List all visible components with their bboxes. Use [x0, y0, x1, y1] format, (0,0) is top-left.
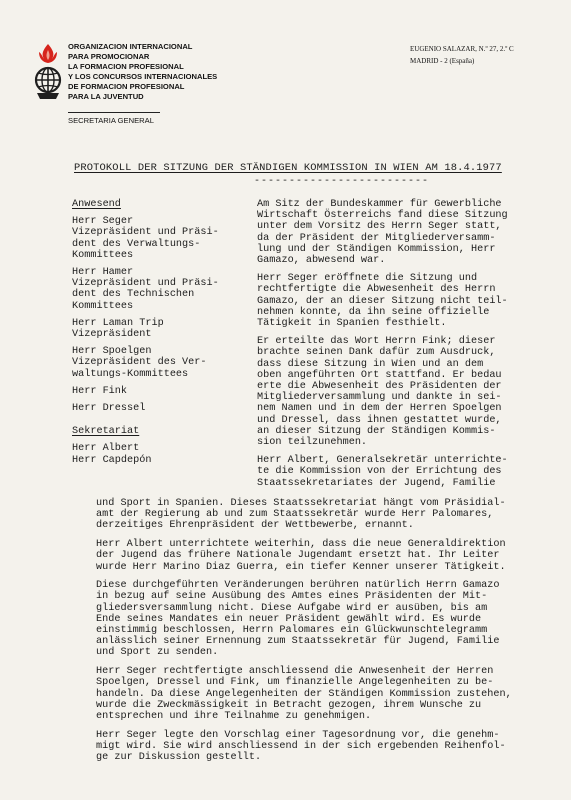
paragraph-line: Diese durchgeführten Veränderungen berühren natürlich Herrn Gamazo: [96, 580, 500, 592]
paragraph-line: Gamazo, abwesend war.: [257, 255, 386, 267]
paragraph-line: amt der Regierung ab und zum Staatssekretär wurde Herr Palomares,: [96, 509, 494, 521]
paragraph-line: sion teilzunehmen.: [257, 437, 368, 449]
paragraph-line: da der Präsident der Mitgliederversamm-: [257, 232, 496, 244]
paragraph-line: wurde Herr Marino Diaz Guerra, ein tiefer Kenner unserer Tätigkeit.: [96, 561, 506, 573]
attendee-entry: [72, 403, 252, 414]
paragraph-line: Herr Albert, Generalsekretär unterrichte-: [257, 455, 508, 467]
paragraph-line: Ende seines Mandates ein neuer Präsident gewählt wird. Es wurde: [96, 613, 482, 625]
attendee-role: Vizepräsident und Präsi-: [72, 278, 219, 290]
paragraph-line: nehmen konnte, da ihn seine offizielle: [257, 306, 490, 318]
paragraph-line: und Sport zu senden.: [96, 647, 219, 659]
paragraph-line: Herr Seger eröffnete die Sitzung und: [257, 273, 478, 285]
attendee-role: Vizepräsident und Präsi-: [72, 227, 219, 239]
letterhead-divider: [68, 112, 160, 113]
attendee-list: [72, 216, 252, 414]
org-line: DE FORMACION PROFESIONAL: [68, 82, 185, 91]
paragraph-line: unter dem Vorsitz des Herrn Seger statt,: [257, 221, 502, 233]
paragraph: [96, 580, 546, 658]
attendee-entry: [72, 216, 252, 261]
paragraph-line: anlässlich seiner Ernennung zum Staatssekretär für Jugend, Familie: [96, 636, 500, 648]
org-line: LA FORMACION PROFESIONAL: [68, 62, 184, 71]
secretariat-member: Herr Capdepón: [72, 454, 152, 466]
paragraph-line: Wirtschaft Österreichs fand diese Sitzung: [257, 210, 508, 222]
globe-with-flame-logo-icon: [34, 42, 62, 102]
document-title: PROTOKOLL DER SITZUNG DER STÄNDIGEN KOMMISSION IN WIEN AM 18.4.1977: [74, 162, 502, 174]
paragraph-line: handeln. Da diese Angelegenheiten der Ständigen Kommission zustehen,: [96, 688, 512, 700]
paragraph-line: lung und der Ständigen Kommission, Herr: [257, 243, 496, 255]
paragraph-line: gliedersversammlung nicht. Diese Aufgabe wird er ausüben, bis am: [96, 602, 488, 614]
attendee-entry: [72, 267, 252, 312]
paragraph-line: erte die Abwesenheit des Präsidenten der: [257, 381, 502, 393]
paragraph: [257, 336, 552, 448]
org-line: Y LOS CONCURSOS INTERNACIONALES: [68, 72, 218, 81]
paragraph-line: wurde die Zweckmässigkeit in Betracht gezogen, ihrem Wunsche zu: [96, 699, 482, 711]
paragraph-line: derzeitiges Ehrenpräsident der Wettbewerbe, ernannt.: [96, 520, 414, 532]
paragraph-line: Staatssekretariates der Jugend, Familie: [257, 477, 496, 489]
paragraph: [257, 273, 552, 329]
org-line: PARA PROMOCIONAR: [68, 52, 150, 61]
attendee-name: Herr Spoelgen: [72, 346, 152, 358]
paragraph-line: Spoelgen, Dressel und Fink, um finanzielle Angelegenheiten zu be-: [96, 677, 494, 689]
paragraph: [257, 199, 552, 266]
paragraph-line: ge zur Diskussion gestellt.: [96, 752, 262, 764]
attendee-name: Herr Dressel: [72, 403, 146, 415]
paragraph-line: te die Kommission von der Errichtung des: [257, 466, 502, 478]
paragraph-line: Mitgliederversammlung und dankte in sei-: [257, 392, 502, 404]
paragraph-line: rechtfertigte die Abwesenheit des Herrn: [257, 284, 496, 296]
paragraph-line: und Sport in Spanien. Dieses Staatssekretariat hängt vom Präsidial-: [96, 498, 506, 509]
secretariat-list: [72, 443, 252, 465]
attendee-name: Herr Hamer: [72, 267, 134, 279]
attendee-name: Herr Fink: [72, 385, 128, 397]
address-street: EUGENIO SALAZAR, N.º 27, 2.º C: [410, 45, 514, 53]
address-block: [410, 43, 514, 67]
paragraph-line: der Jugend das frühere Nationale Jugendamt ersetzt hat. Ihr Leiter: [96, 550, 500, 562]
paragraph-line: brachte seinen Dank dafür zum Ausdruck,: [257, 347, 496, 359]
paragraph-line: einstimmig beschlossen, Herrn Palomares ein Glückwunschtelegramm: [96, 625, 488, 637]
paragraph-line: migt wird. Sie wird anschliessend in der sich ergebenden Reihenfol-: [96, 740, 506, 752]
paragraph: [96, 666, 546, 722]
paragraph-line: Herr Seger rechtfertigte anschliessend die Anwesenheit der Herren: [96, 666, 494, 678]
paragraph-line: Gamazo, der an dieser Sitzung nicht teil-: [257, 295, 508, 307]
organization-name: [68, 42, 217, 102]
address-city: MADRID - 2 (España): [410, 57, 475, 65]
paragraph-line: entsprechen und ihre Teilnahme zu genehmigen.: [96, 710, 372, 722]
paragraph: [257, 455, 552, 489]
attendee-role: dent des Technischen: [72, 289, 195, 301]
org-line: ORGANIZACION INTERNACIONAL: [68, 42, 193, 51]
attendee-role: Vizepräsident des Ver-: [72, 357, 207, 369]
paragraph-line: nem Namen und in dem der Herren Spoelgen: [257, 403, 502, 415]
paragraph: [96, 539, 546, 573]
attendees-heading: Anwesend: [72, 199, 121, 210]
paragraph: [96, 498, 546, 532]
paragraph: [96, 730, 546, 764]
attendee-entry: [72, 318, 252, 340]
paragraph-line: oben angeführten Ort stattfand. Er bedau: [257, 369, 502, 381]
department-label: SECRETARIA GENERAL: [68, 116, 154, 125]
attendee-name: Herr Seger: [72, 216, 134, 228]
paragraph-line: in bezug auf seine Ausübung des Amtes eines Präsidenten der Mit-: [96, 591, 488, 603]
attendee-name: Herr Laman Trip: [72, 317, 164, 329]
minutes-body: [96, 498, 546, 771]
paragraph-line: Am Sitz der Bundeskammer für Gewerbliche: [257, 199, 502, 210]
paragraph-line: dass diese Sitzung in Wien und an dem: [257, 358, 484, 370]
attendee-role: dent des Verwaltungs-: [72, 238, 201, 250]
paragraph-line: Tätigkeit in Spanien festhielt.: [257, 318, 447, 330]
secretariat-member: Herr Albert: [72, 443, 140, 455]
paragraph-line: Herr Seger legte den Vorschlag einer Tagesordnung vor, die genehm-: [96, 729, 500, 741]
attendee-entry: [72, 386, 252, 397]
paragraph-line: an dieser Sitzung der Ständigen Kommis-: [257, 425, 496, 437]
secretariat-heading: Sekretariat: [72, 426, 140, 438]
attendees-column: [72, 199, 252, 466]
attendee-entry: [72, 346, 252, 380]
title-rule: -------------------------: [254, 176, 430, 187]
attendee-role: waltungs-Kommittees: [72, 368, 189, 380]
paragraph-line: und Dressel, dass ihnen gestattet wurde,: [257, 414, 502, 426]
attendee-role: Vizepräsident: [72, 329, 152, 341]
org-line: PARA LA JUVENTUD: [68, 92, 144, 101]
attendee-role: Kommittees: [72, 249, 134, 261]
paragraph-line: Er erteilte das Wort Herrn Fink; dieser: [257, 336, 496, 348]
paragraph-line: Herr Albert unterrichtete weiterhin, dass die neue Generaldirektion: [96, 539, 506, 551]
attendee-role: Kommittees: [72, 300, 134, 312]
minutes-right-column: [257, 199, 552, 496]
